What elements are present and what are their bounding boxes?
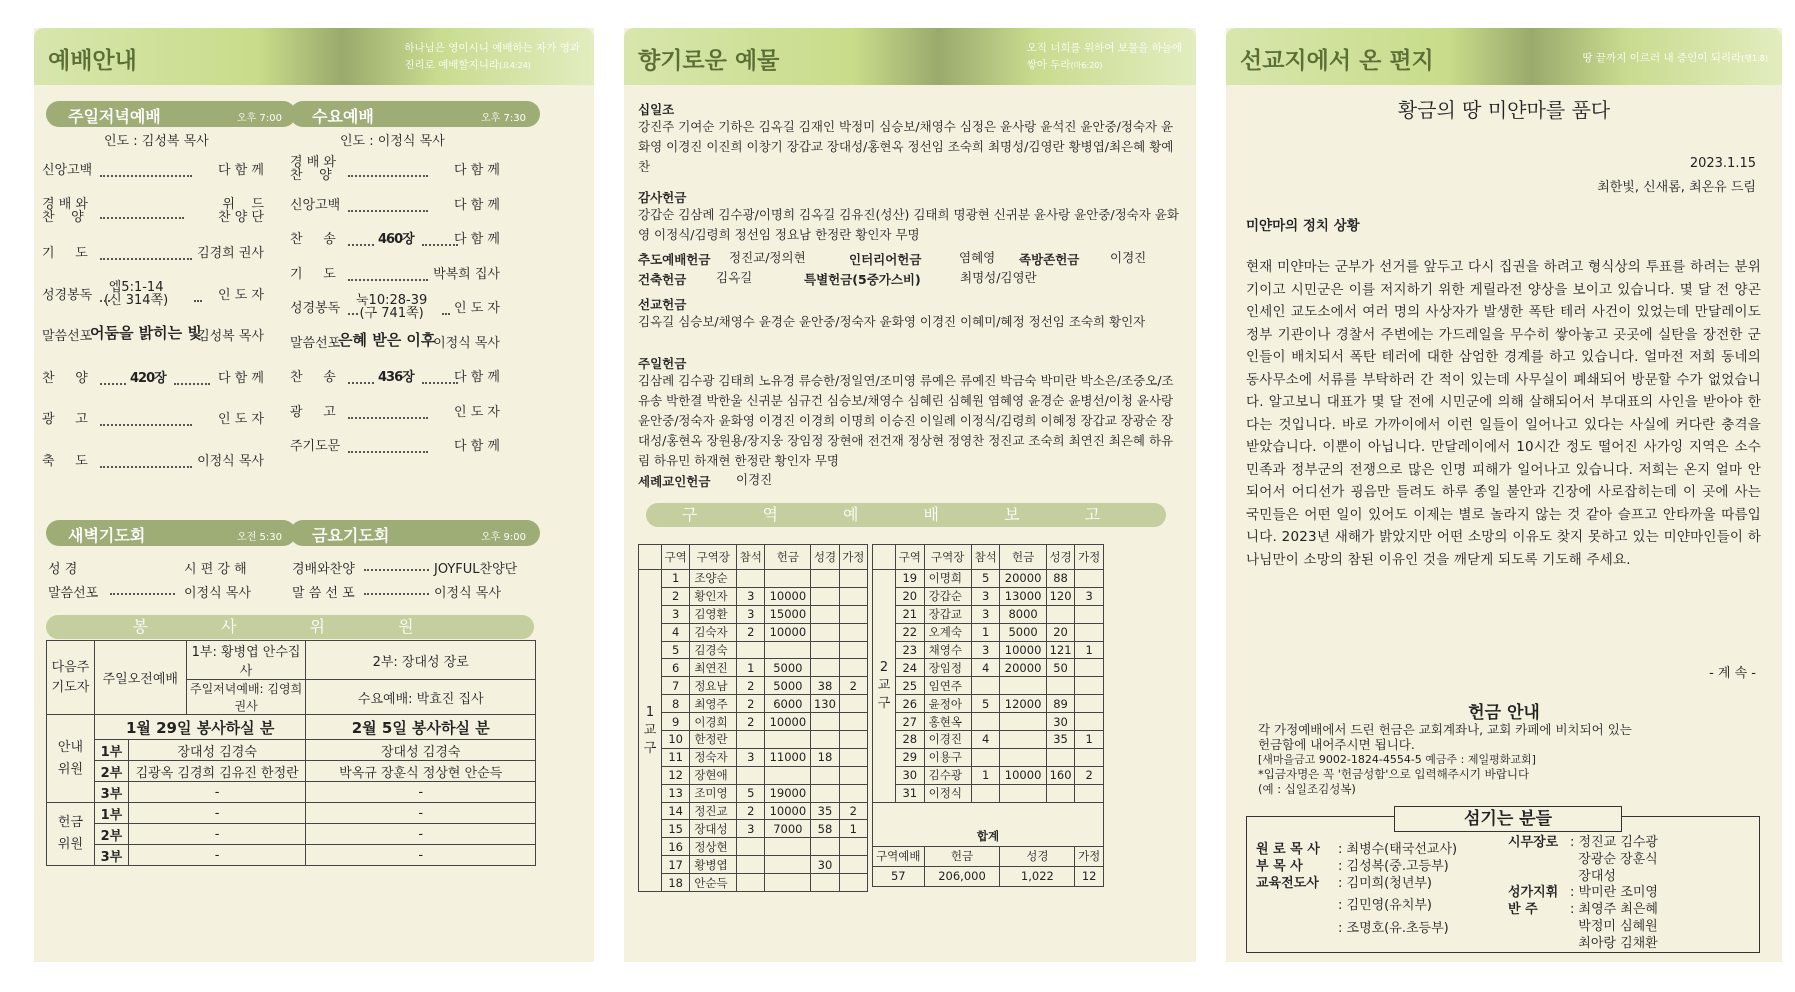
table-row: 4 김숙자 2 10000	[639, 623, 868, 641]
report-header: 참석	[737, 545, 765, 570]
table-row: 20 강갑순 3 13000 120 3	[873, 587, 1104, 605]
table-row: 26 윤정아 5 12000 89	[873, 695, 1104, 713]
sunday-offering-names: 김삼례 김수광 김태희 노유경 류승한/정일연/조미영 류예은 류예진 박금숙 박미란 박소은/조중오/조유송 박한결 박한울 신귀분 심규건 심승보/채영수 심혜린 심혜원 염혜영 윤경순 윤병선/이청 윤사랑 윤안중/정숙자 윤화영 이경진 이경희 이명희 이승진 이일례 이정식/김령희 이혜정 장갑교 장광순 장대성/홍현옥 장원용/장지웅 장임정 장현애 전건재 정상현 정영찬 정진교 조숙희 최연진 최은혜 하유림 하유민 하재현 한정란 황인자 무명	[638, 373, 1174, 468]
dawn-prayer-header: 새벽기도회 오전 5:30	[46, 520, 296, 546]
table-row: 29 이용구	[873, 748, 1104, 766]
sunday-row-value: 김성복 목사	[197, 329, 264, 344]
service-committee-bar: 봉 사 위 원	[46, 615, 534, 639]
wednesday-row-detail: 460장	[378, 232, 414, 247]
mission-names: 김옥길 심승보/채영수 윤경순 윤안중/정숙자 윤화영 이경진 이혜미/혜정 정선임 조숙희 황인자	[638, 314, 1146, 329]
mission-banner	[1226, 28, 1782, 85]
wednesday-row-label: 찬 송	[290, 232, 336, 247]
table-row: 21 장갑교 3 8000	[873, 605, 1104, 623]
wednesday-row-value: 다 함 께	[454, 439, 500, 454]
fri-value-2: 이정식 목사	[434, 586, 501, 601]
letter-date: 2023.1.15	[1689, 156, 1756, 171]
sunday-row-value: 인 도 자	[218, 412, 264, 427]
wednesday-row-value: 다 함 께	[454, 163, 500, 178]
letter-title: 황금의 땅 미얀마를 품다	[1397, 98, 1611, 122]
sunday-row-label: 말씀선포	[42, 329, 93, 344]
sunday-row-label: 성경봉독	[42, 287, 93, 303]
sunday-row-detail: 420장	[130, 370, 166, 386]
offerings-banner	[624, 28, 1196, 85]
sunday-row-value: 다 함 께	[218, 370, 264, 386]
fri-label-1: 경배와찬양	[292, 562, 355, 577]
table-row: 15 장대성 3 7000 58 1	[639, 820, 868, 838]
sunday-row-value: 이정식 목사	[197, 453, 264, 469]
sunday-row-value: 위 드 찬 양 단	[218, 196, 264, 225]
report-header: 가정	[839, 545, 867, 570]
wednesday-row-value: 이정식 목사	[433, 335, 500, 351]
sunday-evening-header: 주일저녁예배 오후 7:00	[46, 101, 296, 127]
table-row: 8 최영주 2 6000 130	[639, 695, 868, 713]
worship-banner	[34, 28, 594, 85]
report-header: 참석	[971, 545, 1000, 570]
table-row: 1 교 구 1 조양순	[639, 570, 868, 588]
table-row: 6 최연진 1 5000	[639, 659, 868, 677]
table-row: 30 김수광 1 10000 160 2	[873, 766, 1104, 784]
table-row: 2 교 구 19 이명희 5 20000 88	[873, 570, 1104, 588]
table-row: 3 김영환 3 15000	[639, 605, 868, 623]
table-row: 2 황인자 3 10000	[639, 587, 868, 605]
sunday-row-value: 다 함 께	[218, 163, 264, 178]
baptized-heading: 세례교인헌금	[638, 474, 711, 489]
mission-verse: 땅 끝까지 이르러 내 증인이 되리라(행1:8)	[1582, 52, 1768, 64]
mission-title: 선교지에서 온 편지	[1240, 47, 1434, 74]
table-row: 5 김경숙	[639, 641, 868, 659]
report-header: 구역장	[924, 545, 971, 570]
table-row: 27 홍현옥 30	[873, 713, 1104, 731]
thanks-heading: 감사헌금	[638, 190, 687, 205]
letter-section: 미얀마의 정치 상황	[1246, 218, 1360, 234]
table-row: 11 정숙자 3 11000 18	[639, 748, 868, 766]
district-label: 1 교 구	[639, 570, 662, 892]
table-row: 31 이정식	[873, 784, 1104, 802]
letter-body: 현재 미얀마는 군부가 선거를 앞두고 다시 집권을 하려고 형식상의 투표를 하려는 분위기이고 시민군은 이를 저지하기 위한 게릴라전 양상을 보이고 있습니다. 몇 달 전 양곤 인세인 교도소에서 여러 명의 사상자가 발생한 폭탄 테러 사건이 있었는데 만달레이도 정부 기관이나 경찰서 주변에는 가드레일을 무수히 쌓아놓고 곳곳에 실탄을 장전한 군인들이 배치되서 폭탄 테러에 대한 삼엄한 경계를 하고 있습니다. 얼마전 저희 동네의 동사무소에 서류를 부탁하러 간 적이 있는데 사무실이 폐쇄되어 방문할 수가 없었습니다. 알고보니 대표가 몇 달 전에 시민군에 의해 살해되어서 부대표의 사인을 받아야 한다는 것입니다. 바로 가까이에서 이런 일들이 일어나고 있다는 사실에 커다란 충격을 받았습니다. 이뿐이 아닙니다. 만달레이에서 10시간 정도 떨어진 사가잉 지역은 소수민족과 정부군의 전쟁으로 많은 인명 피해가 일어나고 있습니다. 저희는 온지 얼마 안되어서 어디선가 굉음만 들려도 하루 종일 불안과 긴장에 사로잡히는데 이 곳에 사는 국민들은 어떤 일이 있어도 이제는 별로 놀라지 않는 것 같아 슬프고 안타까울 따름입니다. 2023년 새해가 밝았지만 어떤 소망의 이유도 찾지 못하고 있는 미얀마인들이 하나님만이 소망의 참된 이유인 것을 깨닫게 되도록 기도해 주세요.	[1246, 259, 1761, 568]
letter-sign: - 계 속 -	[1709, 666, 1756, 681]
sunday-row-detail: 어둠을 밝히는 빛	[90, 324, 202, 342]
report-header: 성경	[1046, 545, 1075, 570]
wednesday-row-label: 말씀선포	[290, 335, 341, 351]
report-header: 성경	[811, 545, 839, 570]
table-row: 23 채영수 3 10000 121 1	[873, 641, 1104, 659]
wednesday-leader: 인도 : 이정식 목사	[340, 134, 445, 149]
wednesday-row-value: 다 함 께	[454, 232, 500, 247]
district-report-bar: 구 역 예 배 보 고	[646, 503, 1166, 527]
sunday-row-detail: 엡5:1-14 (신 314쪽)	[104, 279, 169, 308]
wednesday-row-label: 주기도문	[290, 439, 341, 454]
district2-table	[872, 544, 1104, 887]
report-header: 구역	[662, 545, 690, 570]
wednesday-row-detail: 436장	[378, 370, 414, 385]
dawn-value-2: 이정식 목사	[184, 586, 251, 601]
total-header: 성경	[1000, 846, 1075, 866]
report-header: 가정	[1075, 545, 1104, 570]
staff-title: 섬기는 분들	[1394, 806, 1622, 832]
sunday-row-label: 신앙고백	[42, 163, 93, 178]
table-row: 28 이경진 4 35 1	[873, 731, 1104, 749]
sunday-row-label: 축 도	[42, 453, 88, 469]
fri-value-1: JOYFUL찬양단	[434, 562, 518, 577]
tithe-heading: 십일조	[638, 102, 675, 117]
wednesday-row-label: 경 배 와 찬 양	[290, 155, 336, 183]
table-row: 9 이경희 2 10000	[639, 713, 868, 731]
sunday-row-label: 광 고	[42, 412, 88, 427]
offering-guide-text: 각 가정예배에서 드린 헌금은 교회계좌나, 교회 카페에 비치되어 있는 헌금함에 내어주시면 됩니다. [새마을금고 9002-1824-4554-5 예금주 : 제일평화교회] *입금자명은 꼭 '헌금성함'으로 입력해주시기 바랍니다 (예 : 십일조김성복)	[1258, 722, 1632, 796]
total-header: 가정	[1075, 846, 1104, 866]
sunday-leader: 인도 : 김성복 목사	[104, 134, 209, 149]
thanks-names: 강갑순 김삼례 김수광/이명희 김옥길 김유진(성산) 김태희 명광현 신귀분 윤사랑 윤안중/정숙자 윤화영 이정식/김령희 정선임 정요남 한정란 황인자 무명	[638, 207, 1179, 242]
table-row: 10 한정란	[639, 731, 868, 749]
offering-guide-title: 헌금 안내	[1468, 703, 1540, 723]
worship-title: 예배안내	[48, 47, 137, 74]
dawn-label-1: 성 경	[48, 562, 78, 577]
total-value: 57	[873, 866, 925, 886]
table-row: 16 정상현	[639, 838, 868, 856]
total-header: 헌금	[924, 846, 1000, 866]
district1-table	[638, 544, 868, 892]
wednesday-row-label: 기 도	[290, 266, 336, 282]
friday-prayer-header: 금요기도회 오후 9:00	[290, 520, 540, 546]
wednesday-row-value: 다 함 께	[454, 197, 500, 213]
table-row: 22 오계숙 1 5000 20	[873, 623, 1104, 641]
total-value: 12	[1075, 866, 1104, 886]
total-value: 1,022	[1000, 866, 1075, 886]
letter-from: 최한빛, 신새롬, 최온유 드림	[1597, 180, 1756, 195]
table-row: 14 정진교 2 10000 35 2	[639, 802, 868, 820]
wednesday-row-value: 인 도 자	[454, 404, 500, 420]
wednesday-row-label: 신앙고백	[290, 197, 341, 213]
worship-guide-panel	[34, 28, 594, 962]
table-row: 7 정요남 2 5000 38 2	[639, 677, 868, 695]
wednesday-row-label: 성경봉독	[290, 301, 341, 316]
staff-box	[1246, 816, 1760, 953]
service-committee-table: 다음주 기도자 주일오전예배 1부: 황병엽 안수집사 2부: 장대성 장로 주일저녁예배: 김영희 권사 수요예배: 박효진 집사 안내 위원 1월 29일 봉사하실 분 2월 5일 봉사하실 분 1부 장대성 김경숙 장대성 김경숙 2부 김광옥 김경희 김유진 한정란 박옥규 장훈식 정상현 안순득 3부 - - 헌금 위원 1부 - - 2부 - - 3부 - -	[46, 640, 536, 866]
mission-heading: 선교헌금	[638, 297, 687, 312]
wednesday-row-label: 찬 송	[290, 370, 336, 385]
fri-label-2: 말 씀 선 포	[292, 586, 355, 601]
wednesday-row-detail: 은혜 받은 이후	[338, 330, 436, 349]
table-row: 25 임연주	[873, 677, 1104, 695]
offerings-title: 향기로운 예물	[638, 47, 780, 74]
wednesday-row-label: 광 고	[290, 404, 336, 420]
sunday-row-label: 경 배 와 찬 양	[42, 196, 88, 225]
report-header: 구역	[896, 545, 925, 570]
wednesday-header: 수요예배 오후 7:30	[290, 101, 540, 127]
report-header: 구역장	[690, 545, 737, 570]
table-row: 12 장현애	[639, 766, 868, 784]
table-row: 18 안순득	[639, 874, 868, 892]
dawn-value-1: 시 편 강 해	[184, 562, 247, 577]
sunday-row-label: 찬 양	[42, 370, 88, 386]
wednesday-row-value: 인 도 자	[454, 301, 500, 316]
worship-verse: 하나님은 영이시니 예배하는 자가 영과 진리로 예배할지니라(요4:24)	[404, 42, 580, 71]
total-label: 합계	[873, 827, 1104, 847]
offerings-verse: 오직 너희를 위하여 보물을 하늘에 쌓아 두라(마6:20)	[1026, 42, 1182, 71]
tithe-names: 강진주 기여순 기하은 김옥길 김재인 박정미 심승보/채영수 심정은 윤사랑 윤석진 윤안중/정숙자 윤화영 이경진 이진희 이창기 장갑교 장대성/홍현옥 정선임 조숙희 최명성/김영란 황병엽/최은혜 황예찬	[638, 119, 1174, 174]
table-row: 24 장임정 4 20000 50	[873, 659, 1104, 677]
offerings-panel: 향기로운 예물 오직 너희를 위하여 보물을 하늘에 쌓아 두라(마6:20) 십일조 강진주 기여순 기하은 김옥길 김재인 박정미 심승보/채영수 심정은 윤사랑 윤석진 윤안중/정숙자 윤화영 이경진 이진희 이창기 장갑교 장대성/홍현옥 정선임 조숙희 최명성/김영란 황병엽/최은혜 황예찬 감사헌금 강갑순 김삼례 김수광/이명희 김옥길 김유진(성산) 김태희 명광현 신귀분 윤사랑 윤안중/정숙자 윤화영 이정식/김령희 정선임 정요남 한정란 황인자 무명 추도예배헌금 정진교/정의현 인터리어헌금 염혜영 족방존헌금 이경진 건축헌금 김옥길 특별헌금(5중가스비) 최명성/김영란 선교헌금 김옥길 심승보/채영수 윤경순 윤안중/정숙자 윤화영 이경진 이혜미/혜정 정선임 조숙희 황인자 주일헌금 김삼례 김수광 김태희 노유경 류승한/정일연/조미영 류예은 류예진 박금숙 박미란 박소은/조중오/조유송 박한결 박한울 신귀분 심규건 심승보/채영수 심혜린 심혜원 염혜영 윤경순 윤병선/이청 윤사랑 윤안중/정숙자 윤화영 이경진 이경희 이명희 이승진 이일례 이정식/김령희 이혜정 장갑교 장광순 장대성/홍현옥 장원용/장지웅 장임정 장현애 전건재 정상현 정영찬 정진교 조숙희 최연진 최은혜 하유림 하유민 하재현 한정란 황인자 무명 세례교인헌금 이경진 구 역 예 배 보 고 구역 구역장 참석 헌금 성경 가정 1 교 구 1 조양순 2 황인자 3 10000 3 김영환 3 15000 4 김숙자 2 10000 5 김경숙 6 최연진 1 5000 7 정요남 2 5000 38 2 8 최영주 2 6000 130 9 이경희 2 10000 10 한정란 11 정숙자 3 11000 18 12 장현애 13 조미영 5 19000 14 정진교 2 10000 35 2 15 장대성 3 7000 58 1 16 정상현 17 황병엽 30 18 안순득 구역 구역장 참석 헌금 성경 가정 2 교 구 19 이명희 5 20000 88 20 강갑순 3 13000 120 3 21 장갑교 3 8000 22 오계숙 1 5000 20 23 채영수 3 10000 121 1 24 장임정 4 20000 50 25 임연주 26 윤정아 5 12000 89 27 홍현옥 30 28 이경진 4 35 1 29 이용구 30 김수광 1 10000 160 2 31 이정식 합계 구역예배 헌금 성경 가정 57 206,000 1,022 12	[624, 28, 1196, 962]
dawn-label-2: 말씀선포	[48, 586, 99, 601]
mission-letter-panel: 선교지에서 온 편지 땅 끝까지 이르러 내 증인이 되리라(행1:8) 황금의 땅 미얀마를 품다 2023.1.15 최한빛, 신새롬, 최온유 드림 미얀마의 정치 상황 현재 미얀마는 군부가 선거를 앞두고 다시 집권을 하려고 형식상의 투표를 하려는 분위기이고 시민군은 이를 저지하기 위한 게릴라전 양상을 보이고 있습니다. 몇 달 전 양곤 인세인 교도소에서 여러 명의 사상자가 발생한 폭탄 테러 사건이 있었는데 만달레이도 정부 기관이나 경찰서 주변에는 가드레일을 무수히 쌓아놓고 곳곳에 실탄을 장전한 군인들이 배치되서 폭탄 테러에 대한 삼엄한 경계를 하고 있습니다. 얼마전 저희 동네의 동사무소에 서류를 부탁하러 간 적이 있는데 사무실이 폐쇄되어 방문할 수가 없었습니다. 알고보니 대표가 몇 달 전에 시민군에 의해 살해되어서 부대표의 사인을 받아야 한다는 것입니다. 바로 가까이에서 이런 일들이 일어나고 있다는 사실에 커다란 충격을 받았습니다. 이뿐이 아닙니다. 만달레이에서 10시간 정도 떨어진 사가잉 지역은 소수민족과 정부군의 전쟁으로 많은 인명 피해가 일어나고 있습니다. 저희는 온지 얼마 안되어서 어디선가 굉음만 들려도 하루 종일 불안과 긴장에 사로잡히는데 이 곳에 사는 국민들은 어떤 일이 있어도 이제는 별로 놀라지 않는 것 같아 슬프고 안타까울 따름입니다. 2023년 새해가 밝았지만 어떤 소망의 이유도 찾지 못하고 있는 미얀마인들이 하나님만이 소망의 참된 이유인 것을 깨닫게 되도록 기도해 주세요. - 계 속 - 헌금 안내 각 가정예배에서 드린 헌금은 교회계좌나, 교회 카페에 비치되어 있는 헌금함에 내어주시면 됩니다. [새마을금고 9002-1824-4554-5 예금주 : 제일평화교회] *입금자명은 꼭 '헌금성함'으로 입력해주시기 바랍니다 (예 : 십일조김성복) 섬기는 분들 원 로 목 사 : 최병수(태국선교사) 부 목 사 : 김성복(중.고등부) 교육전도사 : 김미희(청년부) : 김민영(유치부) : 조명호(유.초등부) 시무장로 : 정진교 김수광 장광순 장훈식 장대성 성가지휘 : 박미란 조미영 반 주 : 최영주 최은혜 박정미 심혜원 최아랑 김채환	[1226, 28, 1782, 962]
sunday-row-value: 인 도 자	[218, 287, 264, 303]
report-header: 헌금	[765, 545, 811, 570]
wednesday-row-value: 박복희 집사	[433, 266, 500, 282]
district-label: 2 교 구	[873, 570, 896, 803]
sunday-offering-heading: 주일헌금	[638, 356, 687, 371]
wednesday-row-detail: 눅10:28-39 (구 741쪽)	[356, 293, 428, 321]
sunday-row-value: 김경희 권사	[197, 246, 264, 261]
total-header: 구역예배	[873, 846, 925, 866]
total-value: 206,000	[924, 866, 1000, 886]
report-header: 헌금	[1000, 545, 1046, 570]
table-row: 17 황병엽 30	[639, 856, 868, 874]
table-row: 13 조미영 5 19000	[639, 784, 868, 802]
wednesday-row-value: 다 함 께	[454, 370, 500, 385]
sunday-row-label: 기 도	[42, 246, 88, 261]
